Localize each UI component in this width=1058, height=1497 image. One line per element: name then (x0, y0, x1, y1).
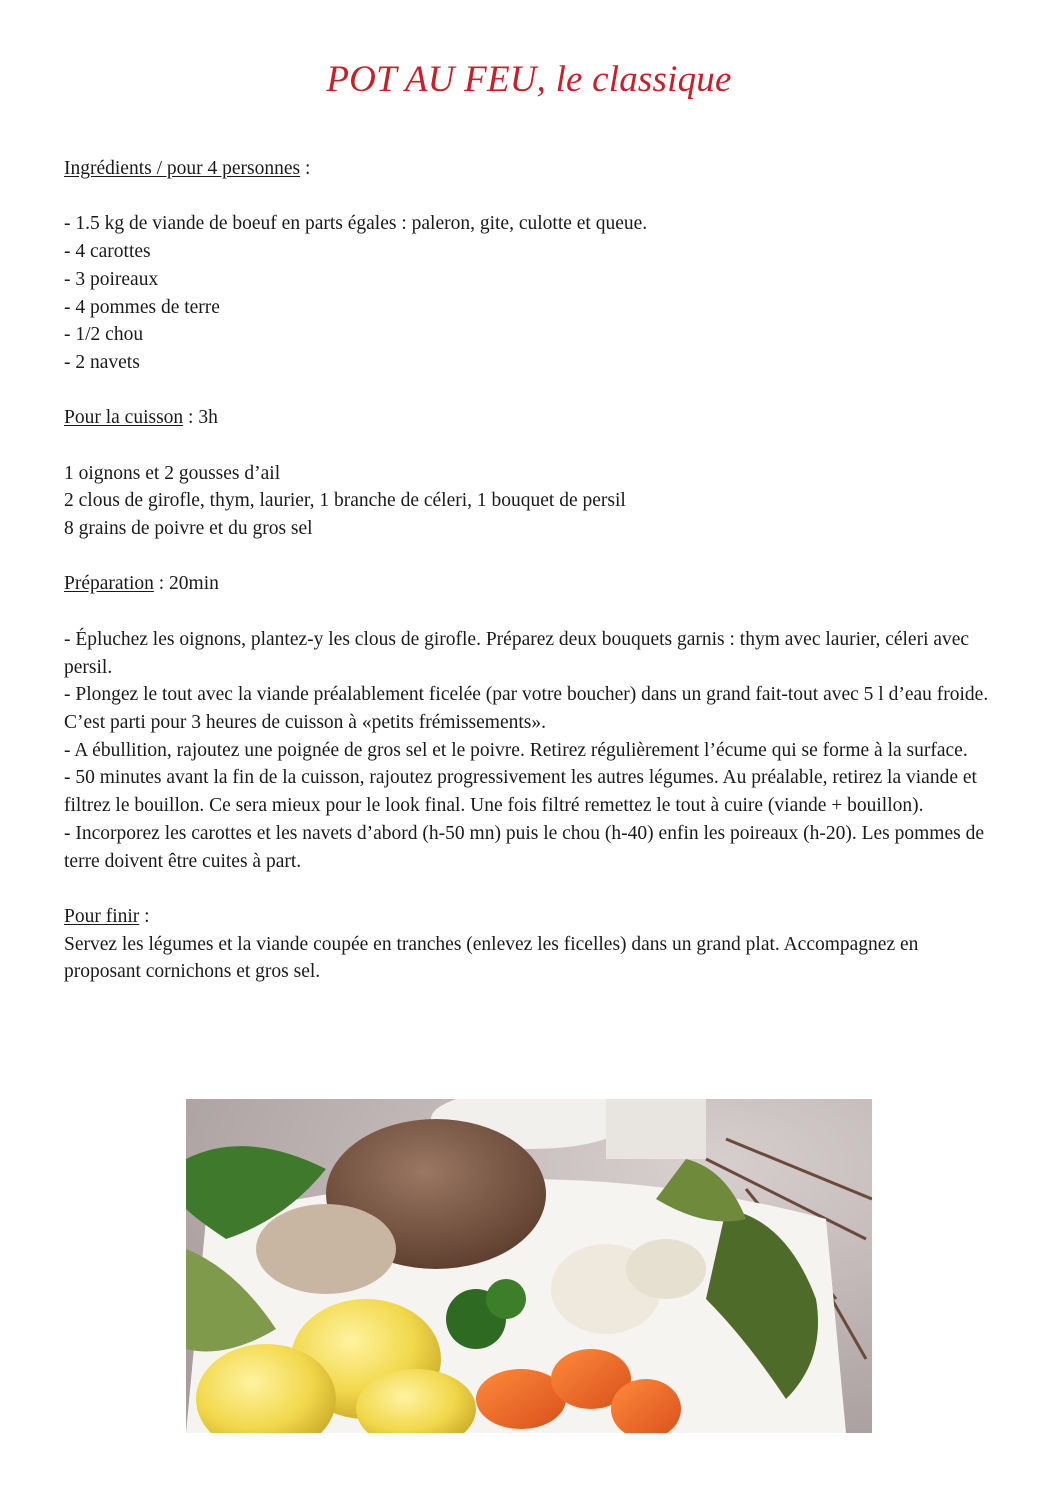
finish-heading-suffix: : (139, 905, 150, 927)
finish-heading-label: Pour finir (64, 905, 140, 927)
ingredient-item: - 1.5 kg de viande de boeuf en parts égales : paleron, gite, culotte et queue. (64, 213, 648, 235)
pot-au-feu-photo (186, 1099, 872, 1433)
ingredients-heading (64, 155, 999, 183)
preparation-heading-suffix: : 20min (153, 573, 219, 595)
ingredients-heading-label: Ingrédients / pour 4 personnes (64, 158, 301, 179)
preparation-heading-label: Préparation (64, 573, 154, 595)
preparation-heading (64, 570, 999, 598)
ingredient-item: - 4 pommes de terre (64, 296, 220, 318)
cuisson-heading-label: Pour la cuisson (64, 407, 184, 429)
finish-text: Servez les légumes et la viande coupée en tranches (enlevez les ficelles) dans un grand plat. Accompagnez en proposant cornichons et gros sel. (64, 933, 919, 983)
preparation-step: - Épluchez les oignons, plantez-y les clous de girofle. Préparez deux bouquets garnis : thym avec laurier, céleri avec persil. (64, 628, 970, 678)
recipe-body (64, 155, 999, 986)
cuisson-heading-suffix: : 3h (183, 407, 218, 429)
preparation-step: - A ébullition, rajoutez une poignée de gros sel et le poivre. Retirez régulièrement l’écume qui se forme à la surface. (64, 739, 968, 761)
cuisson-line: 1 oignons et 2 gousses d’ail (64, 462, 281, 484)
ingredient-item: - 4 carottes (64, 241, 151, 263)
preparation-step: - 50 minutes avant la fin de la cuisson, rajoutez progressivement les autres légumes. Au préalable, retirez la viande et filtrez le bouillon. Ce sera mieux pour le look final. Une fois filtré remettez le tout à cuire (viande + bouillon). (64, 767, 977, 817)
ingredient-item: - 1/2 chou (64, 324, 144, 346)
cuisson-line: 8 grains de poivre et du gros sel (64, 518, 313, 540)
preparation-step: - Incorporez les carottes et les navets d’abord (h-50 mn) puis le chou (h-40) enfin les poireaux (h-20). Les pommes de terre doivent être cuites à part. (64, 822, 984, 872)
finish-heading (64, 903, 999, 931)
cuisson-line: 2 clous de girofle, thym, laurier, 1 branche de céleri, 1 bouquet de persil (64, 490, 626, 512)
page-title: POT AU FEU, le classique (326, 59, 732, 100)
ingredient-item: - 2 navets (64, 351, 140, 373)
cuisson-heading (64, 404, 999, 432)
ingredient-item: - 3 poireaux (64, 268, 159, 290)
pot-au-feu-illustration (186, 1099, 872, 1433)
preparation-step: - Plongez le tout avec la viande préalablement ficelée (par votre boucher) dans un grand fait-tout avec 5 l d’eau froide. C’est parti pour 3 heures de cuisson à «petits frémissements». (64, 684, 989, 733)
ingredients-heading-suffix: : (300, 158, 311, 179)
